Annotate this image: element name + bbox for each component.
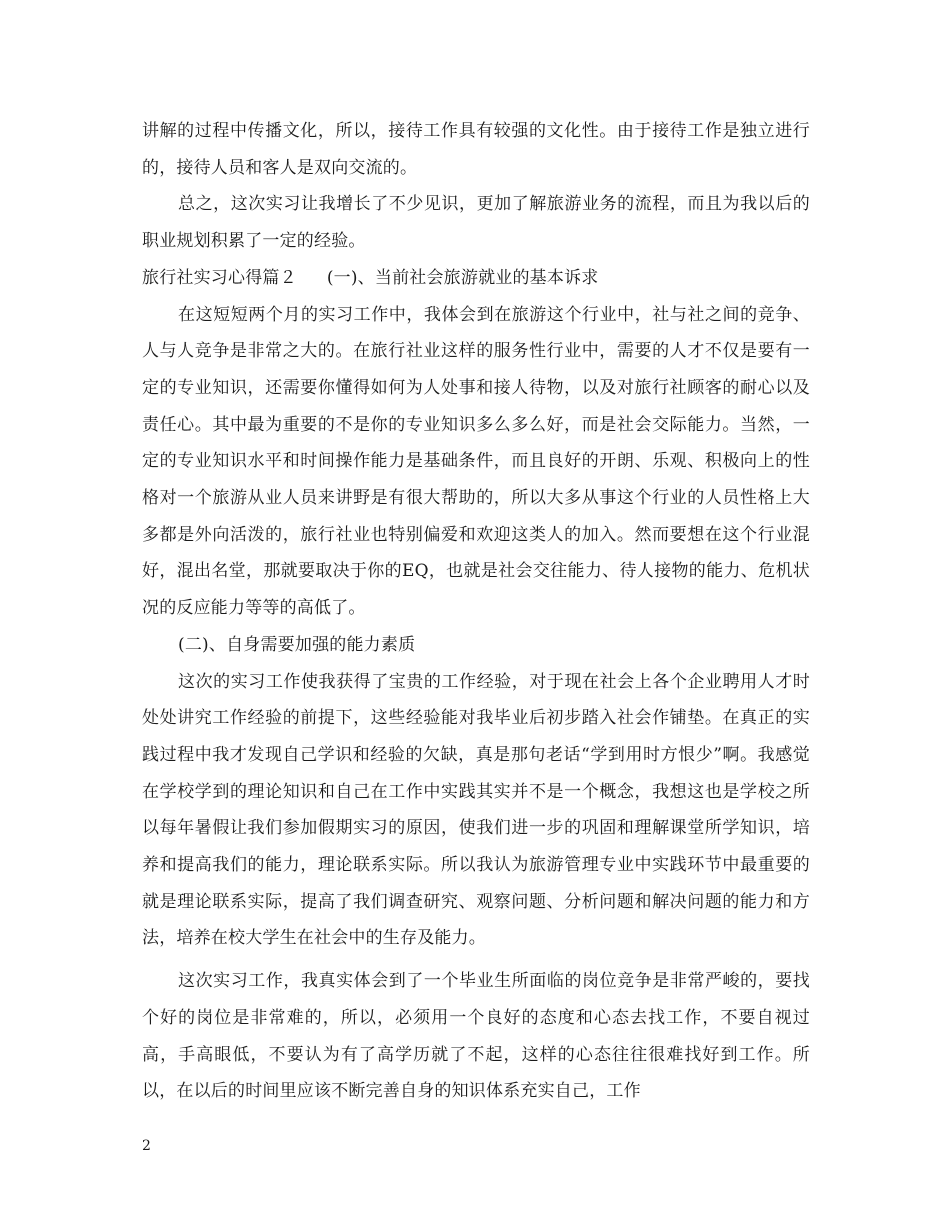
paragraph-employment-demands: 在这短短两个月的实习工作中，我体会到在旅游这个行业中，社与社之间的竞争、人与人竞争是非常之大的。在旅行社业这样的服务性行业中，需要的人才不仅是要有一定的专业知识，还需要你懂得如何为人处事和接人待物，以及对旅行社顾客的耐心以及责任心。其中最为重要的不是你的专业知识多么多么好，而是社会交际能力。当然，一定的专业知识水平和时间操作能力是基础条件，而且良好的开朗、乐观、积极向上的性格对一个旅游从业人员来讲野是有很大帮助的，所以大多从事这个行业的人员性格上大多都是外向活泼的，旅行社业也特别偏爱和欢迎这类人的加入。然而要想在这个行业混好，混出名堂，那就要取决于你的EQ，也就是社会交往能力、待人接物的能力、危机状况的反应能力等等的高低了。	[142, 304, 810, 619]
paragraph-summary: 总之，这次实习让我增长了不少见识，更加了解旅游业务的流程，而且为我以后的职业规划积累了一定的经验。	[142, 194, 810, 252]
document-body	[142, 113, 810, 1110]
paragraph-culture-reception: 讲解的过程中传播文化，所以，接待工作具有较强的文化性。由于接待工作是独立进行的，接待人员和客人是双向交流的。	[142, 121, 810, 178]
page-number: 2	[142, 1138, 151, 1154]
paragraph-job-competition: 这次实习工作，我真实体会到了一个毕业生所面临的岗位竞争是非常严峻的，要找个好的岗位是非常难的，所以，必须用一个良好的态度和心态去找工作，不要自视过高，手高眼低，不要认为有了高学历就了不起，这样的心态往往很难找好到工作。所以，在以后的时间里应该不断完善自身的知识体系充实自己，工作	[142, 971, 810, 1102]
subheading-abilities: (二)、自身需要加强的能力素质	[178, 634, 416, 655]
section-subtitle: (一)、当前社会旅游就业的基本诉求	[326, 267, 599, 288]
section-heading	[142, 260, 810, 297]
section-title: 旅行社实习心得篇２	[142, 267, 297, 288]
paragraph-work-experience: 这次的实习工作使我获得了宝贵的工作经验，对于现在社会上各个企业聘用人才时处处讲究工作经验的前提下，这些经验能对我毕业后初步踏入社会作铺垫。在真正的实践过程中我才发现自己学识和经验的欠缺，真是那句老话“学到用时方恨少”啊。我感觉在学校学到的理论知识和自己在工作中实践其实并不是一个概念，我想这也是学校之所以每年暑假让我们参加假期实习的原因，使我们进一步的巩固和理解课堂所学知识，培养和提高我们的能力，理论联系实际。所以我认为旅游管理专业中实践环节中最重要的就是理论联系实际，提高了我们调查研究、观察问题、分析问题和解决问题的能力和方法，培养在校大学生在社会中的生存及能力。	[142, 671, 810, 949]
